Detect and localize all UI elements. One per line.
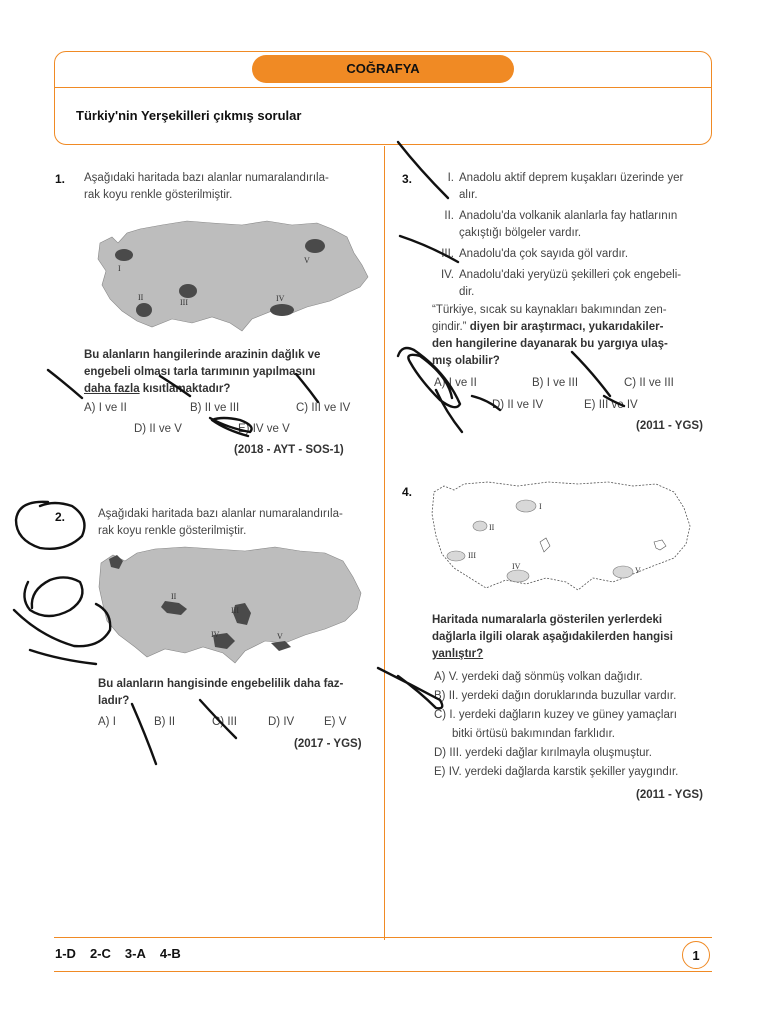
stem-line: Haritada numaralarla gösterilen yerlerdeki bbox=[432, 614, 663, 626]
intro-line: rak koyu renkle gösterilmiştir. bbox=[84, 189, 233, 201]
stem-line: mış olabilir? bbox=[432, 355, 500, 367]
question-2-number: 2. bbox=[55, 510, 66, 524]
map-area-v bbox=[271, 641, 291, 651]
q4-option-c[interactable]: C) I. yerdeki dağların kuzey ve güney yamaçları bbox=[434, 709, 677, 721]
answer-2: 2-C bbox=[89, 946, 111, 961]
answer-1: 1-D bbox=[55, 946, 76, 961]
stem-line: Bu alanların hangisinde engebelilik daha faz- bbox=[98, 678, 344, 690]
topic-title: Türkiy'nin Yerşekilleri çıkmış sorular bbox=[76, 108, 302, 123]
q4-option-c-cont: bitki örtüsü bakımından farklıdır. bbox=[452, 728, 615, 740]
map-area-v bbox=[613, 566, 633, 578]
question-4-options bbox=[434, 668, 678, 782]
map-label: III bbox=[180, 298, 188, 307]
stem-underlined: daha fazla bbox=[84, 383, 140, 395]
q4-option-e[interactable]: E) IV. yerdeki dağlarda karstik şekiller yaygındır. bbox=[434, 766, 679, 778]
q3-option-c[interactable]: C) II ve III bbox=[624, 377, 674, 389]
scribble-stroke bbox=[24, 577, 82, 616]
map-label: II bbox=[489, 523, 495, 532]
map-label: I bbox=[118, 264, 121, 273]
quote-line: gindir.” bbox=[432, 321, 467, 333]
q3-option-b[interactable]: B) I ve III bbox=[532, 377, 579, 389]
footer-rule-top bbox=[54, 937, 712, 938]
question-2-intro bbox=[98, 506, 343, 540]
q2-option-c[interactable]: C) III bbox=[212, 716, 237, 728]
stem-underlined: yanlıştır? bbox=[432, 648, 484, 660]
map-area-v bbox=[305, 239, 325, 253]
question-3-number: 3. bbox=[402, 172, 413, 186]
quote-line: “Türkiye, sıcak su kaynakları bakımından zen- bbox=[432, 304, 667, 316]
question-4-stem bbox=[432, 612, 673, 663]
header-separator bbox=[55, 87, 711, 88]
stem-line: dağlarla ilgili olarak aşağıdakilerden hangisi bbox=[432, 631, 673, 643]
scribble-stroke bbox=[48, 370, 82, 398]
scribble-stroke bbox=[436, 390, 462, 432]
intro-line: rak koyu renkle gösterilmiştir. bbox=[98, 525, 247, 537]
scribble-stroke bbox=[30, 650, 96, 664]
q3-option-a[interactable]: A) I ve II bbox=[434, 377, 477, 389]
statement-iii: III. Anadolu'da çok sayıda göl vardır. bbox=[441, 248, 629, 260]
question-2-source: (2017 - YGS) bbox=[294, 738, 362, 750]
stem-line: den hangilerine dayanarak bu yargıya ulaş- bbox=[432, 338, 668, 350]
q2-option-a[interactable]: A) I bbox=[98, 716, 116, 728]
q1-option-a[interactable]: A) I ve II bbox=[84, 402, 127, 414]
map-area-ii bbox=[473, 521, 487, 531]
question-1-map bbox=[92, 215, 372, 340]
statement-ii: II. Anadolu'da volkanik alanlarla fay hatlarının çakıştığı bölgeler vardır. bbox=[444, 210, 678, 239]
stem-line: Bu alanların hangilerinde arazinin dağlık ve bbox=[84, 349, 321, 361]
map-label: V bbox=[304, 256, 310, 265]
question-4-number: 4. bbox=[402, 485, 413, 499]
question-1-stem bbox=[84, 347, 320, 398]
q1-option-e[interactable]: E) IV ve V bbox=[238, 423, 290, 435]
map-label: V bbox=[277, 632, 283, 641]
turkey-map-outline bbox=[432, 482, 690, 590]
stem-line: engebeli olması tarla tarımının yapılmasını bbox=[84, 366, 316, 378]
map-label: IV bbox=[276, 294, 285, 303]
question-4-source: (2011 - YGS) bbox=[636, 789, 703, 801]
map-label: I bbox=[539, 502, 542, 511]
answer-key bbox=[55, 946, 195, 961]
question-1-source: (2018 - AYT - SOS-1) bbox=[234, 444, 344, 456]
map-label: III bbox=[468, 551, 476, 560]
q3-option-d[interactable]: D) II ve IV bbox=[492, 399, 544, 411]
map-label: V bbox=[635, 566, 641, 575]
map-area-iv bbox=[270, 304, 294, 316]
question-3-stem bbox=[432, 302, 668, 370]
question-2-stem bbox=[98, 676, 343, 710]
q2-option-d[interactable]: D) IV bbox=[268, 716, 295, 728]
intro-line: Aşağıdaki haritada bazı alanlar numaralandırıla- bbox=[84, 172, 329, 184]
stem-line: kısıtlamaktadır? bbox=[139, 383, 231, 395]
question-3-statements bbox=[420, 170, 720, 301]
q2-option-e[interactable]: E) V bbox=[324, 716, 347, 728]
scribble-stroke bbox=[132, 704, 156, 764]
question-1-intro bbox=[84, 170, 329, 204]
q1-option-d[interactable]: D) II ve V bbox=[134, 423, 182, 435]
map-area-i bbox=[516, 500, 536, 512]
q1-option-c[interactable]: C) III ve IV bbox=[296, 402, 351, 414]
footer-rule-bottom bbox=[54, 971, 712, 972]
q2-option-b[interactable]: B) II bbox=[154, 716, 176, 728]
q4-option-a[interactable]: A) V. yerdeki dağ sönmüş volkan dağıdır. bbox=[434, 671, 643, 683]
question-2-map bbox=[95, 543, 365, 668]
answer-3: 3-A bbox=[124, 946, 146, 961]
q1-option-b[interactable]: B) II ve III bbox=[190, 402, 240, 414]
stem-line: ladır? bbox=[98, 695, 130, 707]
question-3-source: (2011 - YGS) bbox=[636, 420, 703, 432]
answer-4: 4-B bbox=[159, 946, 181, 961]
map-area-iii bbox=[447, 551, 465, 561]
map-area-iv bbox=[507, 570, 529, 582]
scribble-stroke bbox=[378, 668, 442, 708]
intro-line: Aşağıdaki haritada bazı alanlar numaralandırıla- bbox=[98, 508, 343, 520]
map-label: IV bbox=[211, 630, 220, 639]
statement-iv: IV. Anadolu'daki yeryüzü şekilleri çok engebeli- dir. bbox=[440, 269, 682, 298]
page-number: 1 bbox=[682, 941, 710, 969]
q4-option-b[interactable]: B) II. yerdeki dağın doruklarında buzullar vardır. bbox=[434, 690, 677, 702]
q3-option-e[interactable]: E) III ve IV bbox=[584, 399, 638, 411]
map-area-i bbox=[115, 249, 133, 261]
scribble-stroke bbox=[16, 502, 84, 549]
column-divider bbox=[384, 146, 385, 940]
question-1-number: 1. bbox=[55, 172, 66, 186]
map-area-iii bbox=[179, 284, 197, 298]
map-label: IV bbox=[512, 562, 521, 571]
q4-option-d[interactable]: D) III. yerdeki dağlar kırılmayla oluşmuştur. bbox=[434, 747, 652, 759]
question-4-map bbox=[428, 478, 696, 600]
stem-line: diyen bir araştırmacı, yukarıdakiler- bbox=[466, 321, 664, 333]
subject-title: COĞRAFYA bbox=[252, 55, 514, 83]
map-label: II bbox=[171, 592, 177, 601]
map-label: III bbox=[231, 606, 239, 615]
statement-i: I. Anadolu aktif deprem kuşakları üzerinde yer alır. bbox=[447, 172, 684, 201]
map-label: II bbox=[138, 293, 144, 302]
map-area-ii bbox=[136, 303, 152, 317]
